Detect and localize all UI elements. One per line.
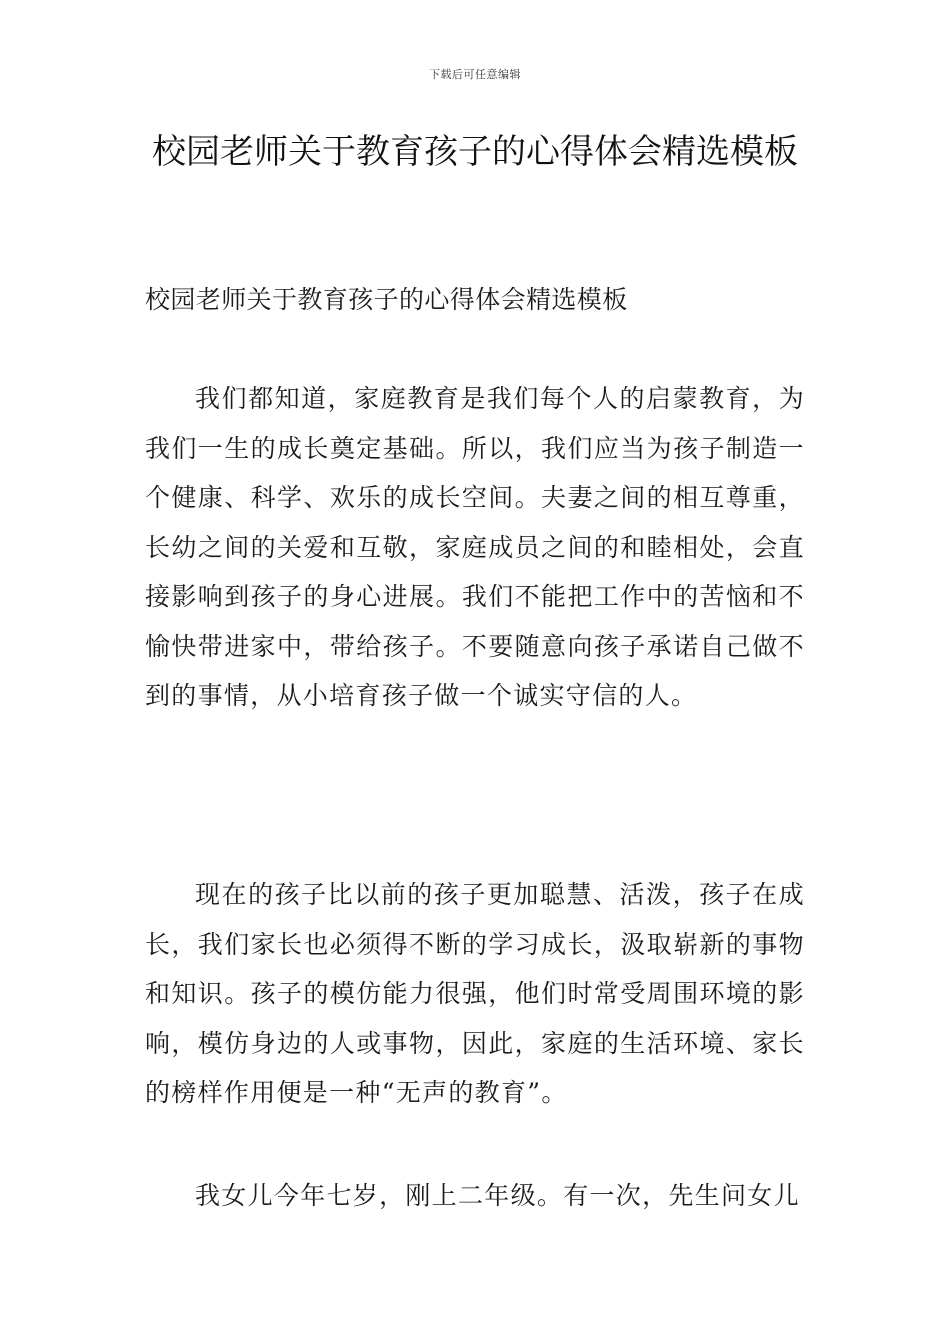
paragraph-2: 现在的孩子比以前的孩子更加聪慧、活泼，孩子在成长，我们家长也必须得不断的学习成长，汲取崭新的事物和知识。孩子的模仿能力很强，他们时常受周围环境的影响，模仿身边的人或事物，因此，家庭的生活环境、家长的榜样作用便是一种“无声的教育”。: [145, 880, 805, 1107]
paragraph-1: 我们都知道，家庭教育是我们每个人的启蒙教育，为我们一生的成长奠定基础。所以，我们应当为孩子制造一个健康、科学、欢乐的成长空间。夫妻之间的相互尊重，长幼之间的关爱和互敬，家庭成员之间的和睦相处，会直接影响到孩子的身心进展。我们不能把工作中的苦恼和不愉快带进家中，带给孩子。不要随意向孩子承诺自己做不到的事情，从小培育孩子做一个诚实守信的人。: [145, 384, 805, 710]
paragraph-3: 我女儿今年七岁，刚上二年级。有一次，先生问女儿: [195, 1181, 800, 1210]
document-title: 校园老师关于教育孩子的心得体会精选模板: [152, 132, 798, 172]
header-note: 下载后可任意编辑: [429, 68, 521, 81]
document-subtitle: 校园老师关于教育孩子的心得体会精选模板: [145, 285, 628, 314]
